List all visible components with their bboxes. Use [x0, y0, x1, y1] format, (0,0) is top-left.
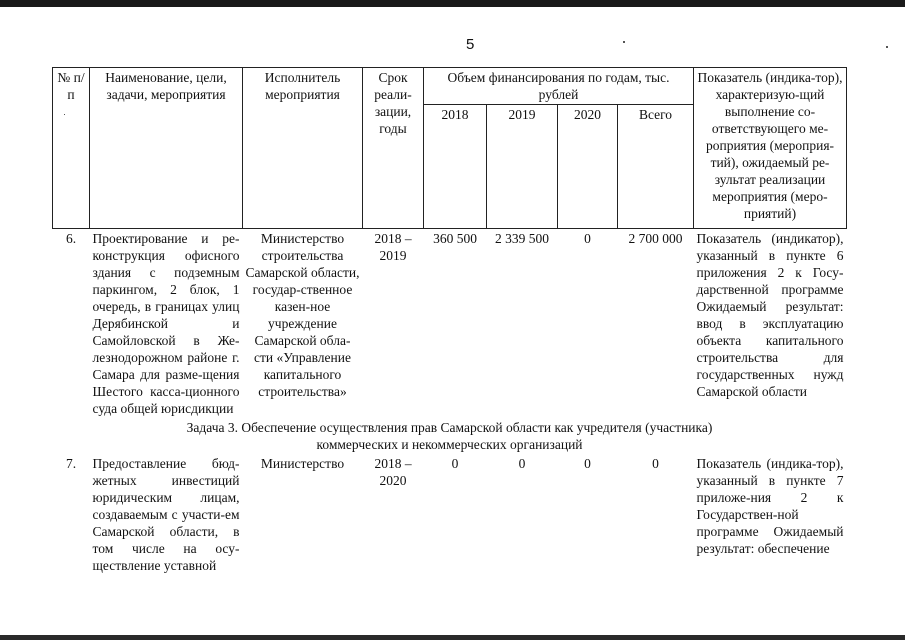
task-heading-row	[53, 418, 847, 454]
row-executor: Министерство	[260, 456, 345, 471]
header-executor: Исполнитель мероприятия	[243, 68, 363, 229]
table-row	[53, 454, 847, 575]
row-total: 0	[652, 456, 659, 471]
row-num: 7.	[65, 456, 77, 471]
header-year-2019: 2019	[487, 105, 558, 229]
table-row	[53, 229, 847, 419]
row-term: 2018 – 2019	[363, 229, 424, 419]
row-total: 2 700 000	[618, 229, 694, 419]
header-year-2018: 2018	[424, 105, 487, 229]
header-num: № п/п	[53, 68, 90, 229]
top-scan-border	[0, 0, 905, 7]
row-2020: 0	[558, 229, 618, 419]
row-indicator: Показатель (индикатор), указанный в пункте 6 приложения 2 к Госу-дарственной программе Ожидаемый результат: ввод в эксплуатацию объекта капитального строительства для государственных нужд Самарской области	[694, 229, 847, 419]
row-indicator: Показатель (индика-тор), указанный в пункте 7 приложе-ния 2 к Государствен-ной программе Ожидаемый результат: обеспечение	[696, 456, 844, 556]
row-num: 6.	[53, 229, 90, 419]
header-total: Всего	[618, 105, 694, 229]
header-name: Наименование, цели, задачи, мероприятия	[90, 68, 243, 229]
header-year-2020: 2020	[558, 105, 618, 229]
row-executor: Министерство строительства Самарской области, государ-ственное казен-ное учреждение Самарской обла-сти «Управление капитального строительства»	[243, 229, 363, 419]
funding-table	[52, 67, 847, 575]
header-indicator: Показатель (индика-тор), характеризую-щий выполнение со-ответствующего ме-роприятия (мероприя-тий), ожидаемый ре-зультат реализации мероприятия (меро-приятий)	[694, 68, 847, 229]
task-3-line-2: коммерческих и некоммерческих организаций	[316, 437, 583, 452]
scan-speck	[623, 41, 625, 43]
row-2019: 2 339 500	[487, 229, 558, 419]
bottom-scan-border	[0, 634, 905, 640]
header-term: Срок реали-зации, годы	[363, 68, 424, 229]
row-2018: 0	[451, 456, 459, 471]
page-number: 5	[466, 36, 475, 53]
row-2019: 0	[518, 456, 526, 471]
header-funding-group: Объем финансирования по годам, тыс. рублей	[424, 68, 694, 105]
row-name: Предоставление бюд-жетных инвестиций юридическим лицам, создаваемым с участи-ем Самарской области, в том числе на осу-ществление уставной	[92, 456, 240, 573]
task-3-heading	[53, 418, 847, 454]
row-2018: 360 500	[424, 229, 487, 419]
scan-speck	[886, 46, 888, 48]
row-term: 2018 – 2020	[374, 456, 412, 488]
table-header-row	[53, 68, 847, 105]
task-3-line-1: Задача 3. Обеспечение осуществления прав Самарской области как учредителя (участника)	[186, 420, 713, 435]
row-2020: 0	[584, 456, 591, 471]
row-name: Проектирование и ре-конструкция офисного здания с подземным паркингом, 2 блок, 1 очередь, в границах улиц Дерябинской и Самойловской в Же-лезнодорожном районе г. Самара для разме-щения Шестого касса-ционного суда общей юрисдикции	[90, 229, 243, 419]
